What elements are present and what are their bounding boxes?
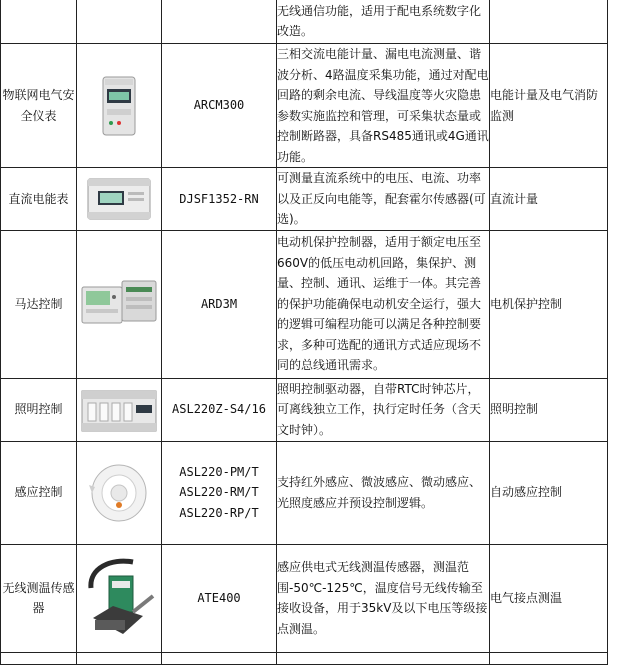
model-number: ASL220-RM/T [179,485,259,500]
table-row [1,44,608,168]
product-desc-cell: 可测量直流系统中的电压、电流、功率以及正反向电能等，配套霍尔传感器(可选)。 [277,168,490,231]
motor-controller-icon [80,277,158,331]
empty-cell [490,652,608,664]
product-desc-cell: 照明控制驱动器，自带RTC时钟芯片，可离线独立工作，执行定时任务（含天文时钟）。 [277,378,490,441]
table-row [1,652,608,664]
product-name-cell: 照明控制 [1,378,77,441]
product-desc-cell: 支持红外感应、微波感应、微动感应、光照度感应并预设控制逻辑。 [277,441,490,544]
empty-cell [77,652,162,664]
product-name-cell: 直流电能表 [1,168,77,231]
ceiling-sensor-icon [89,462,149,524]
product-desc-cell: 无线通信功能，适用于配电系统数字化改造。 [277,0,490,44]
product-name-cell [1,0,77,44]
product-model-cell [162,44,277,168]
product-desc-cell: 三相交流电能计量、漏电电流测量、谐波分析、4路温度采集功能，通过对配电回路的剩余电流、导线温度等火灾隐患参数实施监控和管理，可采集状态量或控制断路器，具备RS485通讯或4G通讯功能。 [277,44,490,168]
empty-cell [162,652,277,664]
product-model-cell [162,544,277,652]
product-image-cell [77,168,162,231]
empty-cell [277,652,490,664]
product-function-cell: 照明控制 [490,378,608,441]
product-name-cell: 物联网电气安全仪表 [1,44,77,168]
model-number: ASL220-RP/T [179,505,259,520]
lighting-driver-icon [80,385,158,435]
empty-cell [1,652,77,664]
din-rail-meter-icon [97,75,141,137]
product-model-cell [162,230,277,378]
product-name-cell: 无线测温传感器 [1,544,77,652]
product-desc-cell: 电动机保护控制器，适用于额定电压至660V的低压电动机回路，集保护、测量、控制、通讯、运维于一体。其完善的保护功能确保电动机安全运行，强大的逻辑可编程功能可以满足各种控制要求，多种可选配的通讯方式适应现场不同的总线通讯需求。 [277,230,490,378]
product-image-cell [77,230,162,378]
table-row [1,544,608,652]
table-row [1,230,608,378]
product-model-cell [162,441,277,544]
table-row [1,441,608,544]
model-number: ARD3M [200,296,238,311]
product-model-cell [162,378,277,441]
product-function-cell: 直流计量 [490,168,608,231]
table-row [1,168,608,231]
product-function-cell [490,0,608,44]
table-row [1,378,608,441]
product-image-cell [77,441,162,544]
model-number: ARCM300 [193,98,245,113]
product-model-cell [162,168,277,231]
product-image-cell [77,544,162,652]
product-image-cell [77,44,162,168]
product-name-cell: 马达控制 [1,230,77,378]
product-function-cell: 电气接点测温 [490,544,608,652]
wireless-temp-sensor-icon [81,554,157,642]
model-number: DJSF1352-RN [179,191,259,206]
model-number: ASL220-PM/T [179,464,259,479]
product-function-cell: 自动感应控制 [490,441,608,544]
product-image-cell [77,378,162,441]
model-number: ASL220Z-S4/16 [172,402,266,417]
product-image-cell [77,0,162,44]
dc-energy-meter-icon [86,175,152,223]
product-name-cell: 感应控制 [1,441,77,544]
product-model-cell [162,0,277,44]
product-desc-cell: 感应供电式无线测温传感器，测温范围-50℃-125℃，温度信号无线传输至接收设备，用于35kV及以下电压等级接点测温。 [277,544,490,652]
model-number: ATE400 [197,590,241,605]
product-function-cell: 电能计量及电气消防监测 [490,44,608,168]
table-row [1,0,608,44]
product-function-cell: 电机保护控制 [490,230,608,378]
